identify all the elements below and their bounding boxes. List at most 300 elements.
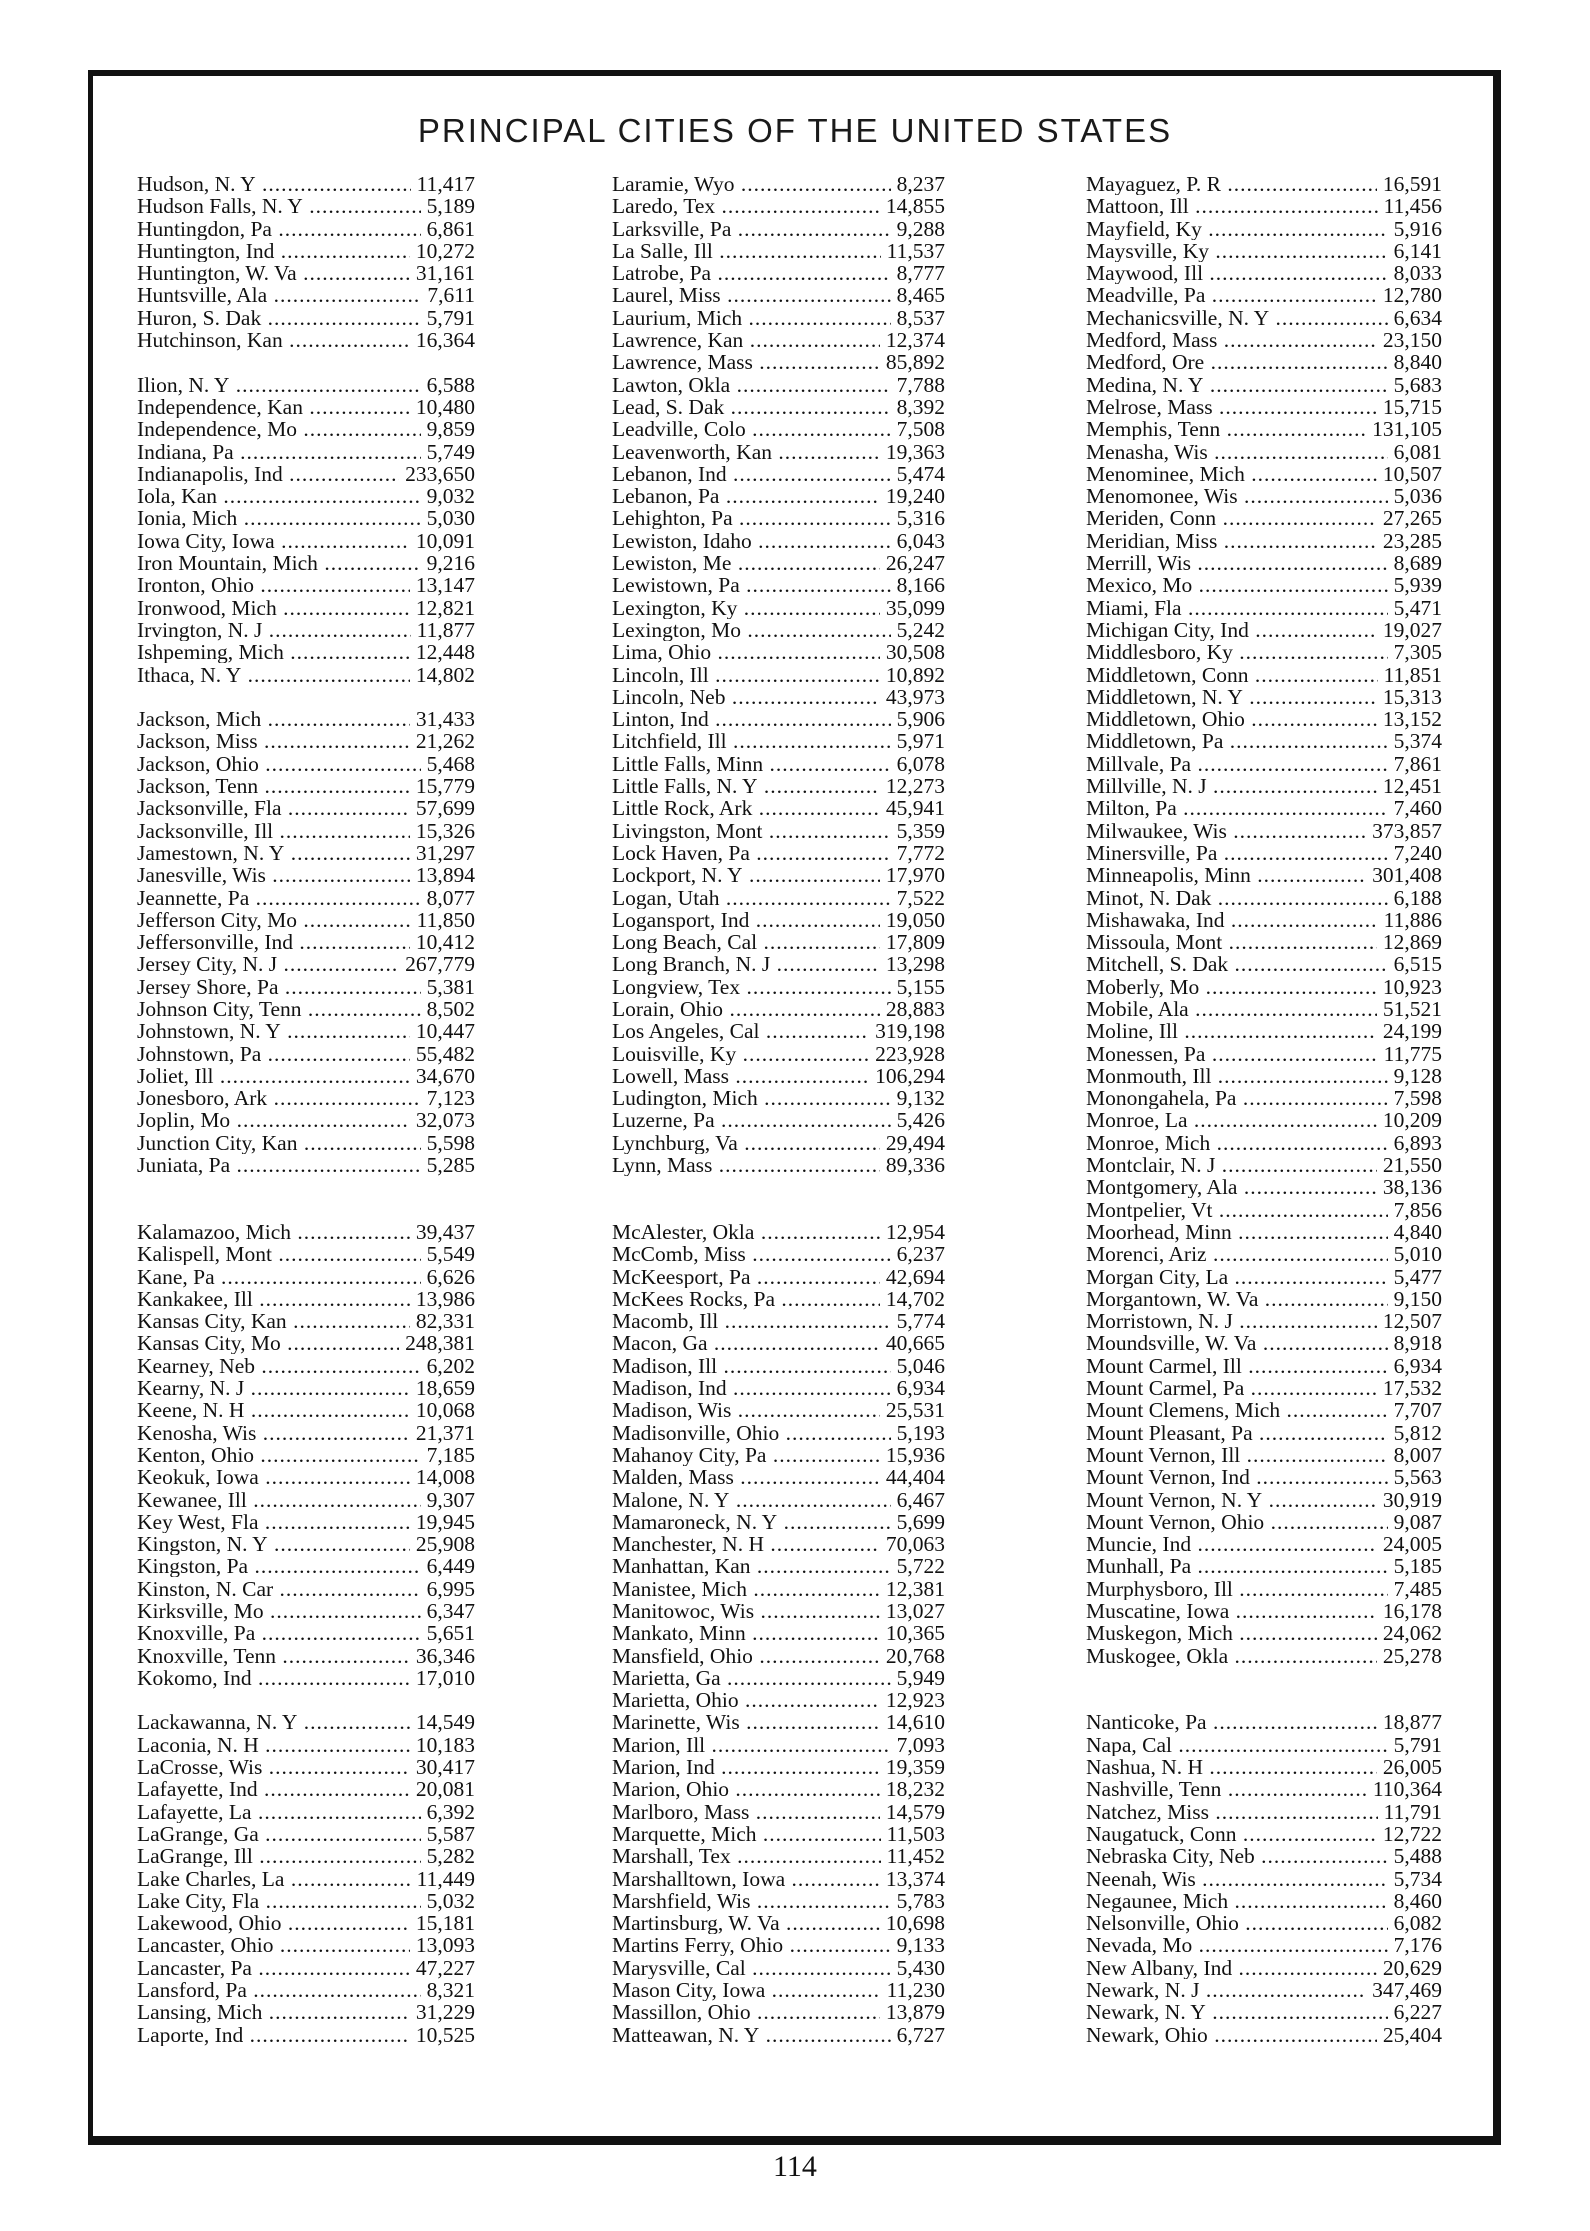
city-population: 14,549 bbox=[415, 1710, 475, 1735]
city-population: 5,949 bbox=[896, 1665, 945, 1690]
city-entry bbox=[612, 1154, 945, 1176]
city-entry bbox=[612, 1979, 945, 2001]
city-population: 11,417 bbox=[416, 172, 475, 196]
city-entry bbox=[612, 1355, 945, 1377]
city-population: 12,381 bbox=[885, 1576, 945, 1601]
city-population: 10,525 bbox=[415, 2022, 475, 2047]
city-name: Macon, Ga ..... bbox=[612, 1332, 880, 1354]
city-name: Ludington, Mich ..... bbox=[612, 1087, 891, 1109]
city-entry bbox=[612, 1957, 945, 1979]
city-population: 8,392 bbox=[896, 394, 945, 419]
city-name: Manistee, Mich ..... bbox=[612, 1578, 880, 1600]
city-population: 9,132 bbox=[896, 1086, 945, 1111]
city-name: Natchez, Miss ..... bbox=[1086, 1801, 1378, 1823]
city-name: Milwaukee, Wis ..... bbox=[1086, 820, 1366, 842]
city-name: Lima, Ohio ..... bbox=[612, 641, 880, 663]
city-name: Lafayette, La ..... bbox=[137, 1801, 421, 1823]
city-name: Meadville, Pa ..... bbox=[1086, 284, 1377, 306]
city-name: Kansas City, Kan ..... bbox=[137, 1310, 410, 1332]
city-population: 32,073 bbox=[415, 1108, 475, 1133]
page-number: 114 bbox=[773, 2150, 817, 2183]
city-entry bbox=[1086, 1868, 1442, 1890]
city-entry bbox=[612, 1399, 945, 1421]
city-name: Mount Carmel, Pa ..... bbox=[1086, 1377, 1377, 1399]
city-entry bbox=[1086, 1176, 1442, 1198]
city-population: 11,449 bbox=[416, 1866, 475, 1891]
city-population: 14,610 bbox=[885, 1710, 945, 1735]
city-name: Morenci, Ariz ..... bbox=[1086, 1243, 1388, 1265]
city-entry bbox=[137, 463, 475, 485]
city-population: 6,081 bbox=[1393, 439, 1442, 464]
city-name: Melrose, Mass ..... bbox=[1086, 396, 1377, 418]
city-population: 11,775 bbox=[1383, 1041, 1442, 1066]
city-entry bbox=[1086, 1444, 1442, 1466]
blank-line bbox=[137, 686, 475, 708]
city-name: Mason City, Iowa ..... bbox=[612, 1979, 881, 2001]
city-population: 9,216 bbox=[426, 551, 475, 576]
city-name: Lockport, N. Y ..... bbox=[612, 864, 880, 886]
city-name: Middlesboro, Ky ..... bbox=[1086, 641, 1388, 663]
city-entry bbox=[612, 1645, 945, 1667]
city-entry bbox=[612, 329, 945, 351]
city-name: Minersville, Pa ..... bbox=[1086, 842, 1388, 864]
city-name: Maysville, Ky ..... bbox=[1086, 240, 1388, 262]
city-name: Mankato, Minn ..... bbox=[612, 1622, 880, 1644]
city-name: Mount Pleasant, Pa ..... bbox=[1086, 1422, 1388, 1444]
city-entry bbox=[612, 1734, 945, 1756]
city-name: Mamaroneck, N. Y ..... bbox=[612, 1511, 891, 1533]
city-population: 14,579 bbox=[885, 1799, 945, 1824]
city-population: 19,363 bbox=[885, 439, 945, 464]
city-population: 10,923 bbox=[1382, 974, 1442, 999]
city-entry bbox=[137, 998, 475, 1020]
city-population: 5,587 bbox=[426, 1821, 475, 1846]
city-population: 15,936 bbox=[885, 1442, 945, 1467]
city-entry bbox=[612, 1868, 945, 1890]
city-name: Laredo, Tex ..... bbox=[612, 195, 880, 217]
city-entry bbox=[137, 240, 475, 262]
city-population: 31,229 bbox=[415, 2000, 475, 2025]
city-population: 21,371 bbox=[415, 1420, 475, 1445]
city-entry bbox=[612, 1511, 945, 1533]
city-population: 6,861 bbox=[426, 216, 475, 241]
city-name: Newark, N. J ..... bbox=[1086, 1979, 1366, 2001]
city-population: 14,008 bbox=[415, 1465, 475, 1490]
city-name: Negaunee, Mich ..... bbox=[1086, 1890, 1388, 1912]
city-name: Lansing, Mich ..... bbox=[137, 2001, 410, 2023]
city-name: Lackawanna, N. Y ..... bbox=[137, 1711, 410, 1733]
city-name: Lexington, Ky ..... bbox=[612, 597, 880, 619]
city-population: 16,591 bbox=[1382, 172, 1442, 196]
city-name: Jackson, Miss ..... bbox=[137, 730, 410, 752]
city-name: Monessen, Pa ..... bbox=[1086, 1043, 1378, 1065]
city-entry bbox=[612, 1912, 945, 1934]
city-name: Huron, S. Dak ..... bbox=[137, 307, 421, 329]
city-population: 11,537 bbox=[886, 238, 945, 263]
city-population: 8,840 bbox=[1393, 350, 1442, 375]
city-name: Lawton, Okla ..... bbox=[612, 374, 891, 396]
city-name: Lead, S. Dak ..... bbox=[612, 396, 891, 418]
city-population: 347,469 bbox=[1372, 1978, 1442, 2003]
city-population: 5,155 bbox=[896, 974, 945, 999]
city-name: Kirksville, Mo ..... bbox=[137, 1600, 421, 1622]
city-population: 7,707 bbox=[1393, 1398, 1442, 1423]
column-1 bbox=[137, 173, 475, 2046]
city-population: 12,954 bbox=[885, 1219, 945, 1244]
city-entry bbox=[1086, 1288, 1442, 1310]
city-population: 5,699 bbox=[896, 1509, 945, 1534]
city-name: Lehighton, Pa ..... bbox=[612, 507, 891, 529]
city-population: 8,777 bbox=[896, 261, 945, 286]
city-entry bbox=[612, 797, 945, 819]
city-population: 10,183 bbox=[415, 1732, 475, 1757]
city-entry bbox=[1086, 842, 1442, 864]
city-population: 5,189 bbox=[426, 194, 475, 219]
city-name: New Albany, Ind ..... bbox=[1086, 1957, 1377, 1979]
city-entry bbox=[612, 1288, 945, 1310]
city-entry bbox=[612, 864, 945, 886]
city-population: 27,265 bbox=[1382, 506, 1442, 531]
city-name: Morgantown, W. Va ..... bbox=[1086, 1288, 1388, 1310]
city-entry bbox=[612, 998, 945, 1020]
city-entry bbox=[612, 1555, 945, 1577]
city-entry bbox=[1086, 1221, 1442, 1243]
city-entry bbox=[137, 1020, 475, 1042]
city-name: Marietta, Ohio ..... bbox=[612, 1689, 880, 1711]
city-population: 5,734 bbox=[1393, 1866, 1442, 1891]
city-population: 8,033 bbox=[1393, 261, 1442, 286]
city-entry bbox=[612, 2001, 945, 2023]
city-name: Menominee, Mich ..... bbox=[1086, 463, 1377, 485]
city-entry bbox=[612, 1778, 945, 1800]
city-population: 5,906 bbox=[896, 707, 945, 732]
city-population: 5,185 bbox=[1393, 1554, 1442, 1579]
city-entry bbox=[1086, 953, 1442, 975]
city-population: 106,294 bbox=[875, 1063, 945, 1088]
city-entry bbox=[612, 753, 945, 775]
city-name: Morristown, N. J ..... bbox=[1086, 1310, 1377, 1332]
city-name: Montgomery, Ala ..... bbox=[1086, 1176, 1377, 1198]
city-name: Huntington, W. Va ..... bbox=[137, 262, 410, 284]
city-population: 44,404 bbox=[885, 1465, 945, 1490]
city-entry bbox=[1086, 418, 1442, 440]
city-population: 16,364 bbox=[415, 328, 475, 353]
city-population: 6,588 bbox=[426, 372, 475, 397]
city-population: 25,908 bbox=[415, 1532, 475, 1557]
city-name: Laurium, Mich ..... bbox=[612, 307, 891, 329]
city-name: Marshall, Tex ..... bbox=[612, 1845, 881, 1867]
city-name: Mayaguez, P. R ..... bbox=[1086, 173, 1377, 195]
city-population: 85,892 bbox=[885, 350, 945, 375]
city-population: 10,698 bbox=[885, 1911, 945, 1936]
blank-line bbox=[612, 1176, 945, 1198]
city-population: 13,374 bbox=[885, 1866, 945, 1891]
city-population: 12,821 bbox=[415, 595, 475, 620]
city-entry bbox=[137, 1065, 475, 1087]
city-entry bbox=[137, 1266, 475, 1288]
city-entry bbox=[1086, 530, 1442, 552]
city-name: Iron Mountain, Mich ..... bbox=[137, 552, 421, 574]
city-name: Leadville, Colo ..... bbox=[612, 418, 891, 440]
city-entry bbox=[1086, 1823, 1442, 1845]
city-entry bbox=[1086, 641, 1442, 663]
city-name: Laurel, Miss ..... bbox=[612, 284, 891, 306]
city-name: La Salle, Ill ..... bbox=[612, 240, 881, 262]
city-entry bbox=[612, 1377, 945, 1399]
city-name: Menasha, Wis ..... bbox=[1086, 441, 1388, 463]
city-name: Muskogee, Okla ..... bbox=[1086, 1645, 1377, 1667]
city-name: Meriden, Conn ..... bbox=[1086, 507, 1377, 529]
city-entry bbox=[1086, 1043, 1442, 1065]
city-entry bbox=[1086, 1422, 1442, 1444]
city-population: 6,043 bbox=[896, 528, 945, 553]
city-name: Malden, Mass ..... bbox=[612, 1466, 880, 1488]
city-name: Nevada, Mo ..... bbox=[1086, 1934, 1388, 1956]
city-entry bbox=[612, 441, 945, 463]
city-population: 6,893 bbox=[1393, 1130, 1442, 1155]
city-entry bbox=[137, 664, 475, 686]
city-population: 8,918 bbox=[1393, 1331, 1442, 1356]
city-name: Massillon, Ohio ..... bbox=[612, 2001, 880, 2023]
city-entry bbox=[137, 574, 475, 596]
city-name: Madison, Ind ..... bbox=[612, 1377, 891, 1399]
city-name: Merrill, Wis ..... bbox=[1086, 552, 1388, 574]
city-name: Lincoln, Neb ..... bbox=[612, 686, 880, 708]
city-population: 7,240 bbox=[1393, 840, 1442, 865]
city-name: Logan, Utah ..... bbox=[612, 887, 891, 909]
city-name: Lakewood, Ohio ..... bbox=[137, 1912, 410, 1934]
city-population: 7,123 bbox=[426, 1086, 475, 1111]
city-population: 14,855 bbox=[885, 194, 945, 219]
city-name: Kearney, Neb ..... bbox=[137, 1355, 421, 1377]
city-name: Jonesboro, Ark ..... bbox=[137, 1087, 421, 1109]
city-population: 233,650 bbox=[405, 461, 475, 486]
city-name: Marion, Ill ..... bbox=[612, 1734, 891, 1756]
city-name: Moline, Ill ..... bbox=[1086, 1020, 1377, 1042]
city-name: Jersey City, N. J ..... bbox=[137, 953, 399, 975]
city-entry bbox=[137, 1355, 475, 1377]
city-name: Johnstown, N. Y ..... bbox=[137, 1020, 410, 1042]
city-entry bbox=[1086, 775, 1442, 797]
city-name: Johnstown, Pa ..... bbox=[137, 1043, 410, 1065]
city-name: Ithaca, N. Y ..... bbox=[137, 664, 410, 686]
city-name: Jackson, Mich ..... bbox=[137, 708, 410, 730]
city-entry bbox=[137, 1734, 475, 1756]
city-entry bbox=[1086, 1199, 1442, 1221]
city-entry bbox=[1086, 396, 1442, 418]
city-entry bbox=[1086, 240, 1442, 262]
city-name: McComb, Miss ..... bbox=[612, 1243, 891, 1265]
city-population: 5,242 bbox=[896, 617, 945, 642]
city-name: Martins Ferry, Ohio ..... bbox=[612, 1934, 891, 1956]
city-entry bbox=[137, 1422, 475, 1444]
city-entry bbox=[1086, 1511, 1442, 1533]
city-entry bbox=[137, 552, 475, 574]
city-entry bbox=[612, 463, 945, 485]
city-name: Michigan City, Ind ..... bbox=[1086, 619, 1377, 641]
city-entry bbox=[137, 641, 475, 663]
city-population: 9,133 bbox=[896, 1933, 945, 1958]
city-population: 5,783 bbox=[896, 1888, 945, 1913]
city-name: Neenah, Wis ..... bbox=[1086, 1868, 1388, 1890]
city-name: Manchester, N. H ..... bbox=[612, 1533, 880, 1555]
city-entry bbox=[137, 1444, 475, 1466]
city-entry bbox=[1086, 1622, 1442, 1644]
city-name: Millville, N. J ..... bbox=[1086, 775, 1377, 797]
city-entry bbox=[1086, 909, 1442, 931]
city-population: 15,779 bbox=[415, 774, 475, 799]
city-population: 7,598 bbox=[1393, 1086, 1442, 1111]
city-population: 9,288 bbox=[896, 216, 945, 241]
city-population: 23,150 bbox=[1382, 328, 1442, 353]
city-name: Indiana, Pa ..... bbox=[137, 441, 421, 463]
city-population: 18,232 bbox=[885, 1777, 945, 1802]
city-entry bbox=[1086, 1711, 1442, 1733]
city-population: 6,202 bbox=[426, 1353, 475, 1378]
city-entry bbox=[612, 262, 945, 284]
city-name: Memphis, Tenn ..... bbox=[1086, 418, 1366, 440]
city-name: Marietta, Ga ..... bbox=[612, 1667, 891, 1689]
city-entry bbox=[1086, 1957, 1442, 1979]
city-entry bbox=[612, 641, 945, 663]
city-name: Madison, Wis ..... bbox=[612, 1399, 880, 1421]
city-name: Madison, Ill ..... bbox=[612, 1355, 891, 1377]
city-entry bbox=[137, 1711, 475, 1733]
city-entry bbox=[1086, 552, 1442, 574]
city-entry bbox=[1086, 1243, 1442, 1265]
city-name: Madisonville, Ohio ..... bbox=[612, 1422, 891, 1444]
city-population: 5,316 bbox=[896, 506, 945, 531]
city-population: 7,856 bbox=[1393, 1197, 1442, 1222]
city-name: Kankakee, Ill ..... bbox=[137, 1288, 410, 1310]
city-entry bbox=[612, 1667, 945, 1689]
city-entry bbox=[612, 686, 945, 708]
city-population: 319,198 bbox=[875, 1019, 945, 1044]
city-population: 30,417 bbox=[415, 1755, 475, 1780]
city-entry bbox=[612, 1065, 945, 1087]
city-population: 6,995 bbox=[426, 1576, 475, 1601]
city-name: Kewanee, Ill ..... bbox=[137, 1489, 421, 1511]
city-name: Mount Vernon, Ohio ..... bbox=[1086, 1511, 1388, 1533]
city-population: 12,869 bbox=[1382, 930, 1442, 955]
city-name: Jefferson City, Mo ..... bbox=[137, 909, 411, 931]
city-name: Monongahela, Pa ..... bbox=[1086, 1087, 1388, 1109]
city-entry bbox=[1086, 1466, 1442, 1488]
city-population: 12,374 bbox=[885, 328, 945, 353]
city-population: 28,883 bbox=[885, 996, 945, 1021]
city-entry bbox=[1086, 1645, 1442, 1667]
city-population: 5,939 bbox=[1393, 573, 1442, 598]
city-population: 6,237 bbox=[896, 1242, 945, 1267]
city-population: 5,471 bbox=[1393, 595, 1442, 620]
city-name: Nebraska City, Neb ..... bbox=[1086, 1845, 1388, 1867]
city-population: 10,507 bbox=[1382, 461, 1442, 486]
city-name: Louisville, Ky ..... bbox=[612, 1043, 869, 1065]
city-population: 31,433 bbox=[415, 707, 475, 732]
city-entry bbox=[1086, 1109, 1442, 1131]
city-name: Lake Charles, La ..... bbox=[137, 1868, 411, 1890]
city-entry bbox=[137, 173, 475, 195]
city-entry bbox=[137, 307, 475, 329]
city-population: 17,532 bbox=[1382, 1376, 1442, 1401]
city-population: 12,273 bbox=[885, 774, 945, 799]
city-population: 15,715 bbox=[1382, 394, 1442, 419]
city-entry bbox=[612, 1801, 945, 1823]
city-entry bbox=[137, 2024, 475, 2046]
city-name: Long Branch, N. J ..... bbox=[612, 953, 880, 975]
city-population: 57,699 bbox=[415, 796, 475, 821]
city-entry bbox=[612, 619, 945, 641]
city-population: 20,768 bbox=[885, 1643, 945, 1668]
city-population: 11,456 bbox=[1383, 194, 1442, 219]
city-name: Napa, Cal ..... bbox=[1086, 1734, 1388, 1756]
city-population: 7,176 bbox=[1393, 1933, 1442, 1958]
city-name: Knoxville, Pa ..... bbox=[137, 1622, 421, 1644]
city-name: Lancaster, Pa ..... bbox=[137, 1957, 410, 1979]
city-entry bbox=[137, 1756, 475, 1778]
city-population: 12,448 bbox=[415, 640, 475, 665]
city-entry bbox=[1086, 664, 1442, 686]
city-entry bbox=[612, 173, 945, 195]
city-entry bbox=[1086, 1890, 1442, 1912]
city-name: Mahanoy City, Pa ..... bbox=[612, 1444, 880, 1466]
city-entry bbox=[137, 284, 475, 306]
city-name: Medford, Mass ..... bbox=[1086, 329, 1377, 351]
city-population: 8,465 bbox=[896, 283, 945, 308]
city-name: Mattoon, Ill ..... bbox=[1086, 195, 1378, 217]
city-entry bbox=[1086, 1132, 1442, 1154]
city-name: Mishawaka, Ind ..... bbox=[1086, 909, 1378, 931]
city-entry bbox=[1086, 1600, 1442, 1622]
city-population: 5,722 bbox=[896, 1554, 945, 1579]
city-population: 248,381 bbox=[405, 1331, 475, 1356]
city-name: Newark, Ohio ..... bbox=[1086, 2024, 1377, 2046]
city-entry bbox=[612, 1711, 945, 1733]
city-entry bbox=[137, 976, 475, 998]
city-entry bbox=[612, 240, 945, 262]
city-entry bbox=[612, 730, 945, 752]
blank-line bbox=[612, 1199, 945, 1221]
city-entry bbox=[137, 842, 475, 864]
city-entry bbox=[612, 1756, 945, 1778]
city-name: Irvington, N. J ..... bbox=[137, 619, 411, 641]
city-name: Mansfield, Ohio ..... bbox=[612, 1645, 880, 1667]
city-entry bbox=[612, 1243, 945, 1265]
city-population: 12,780 bbox=[1382, 283, 1442, 308]
city-population: 9,859 bbox=[426, 417, 475, 442]
city-name: Middletown, Conn ..... bbox=[1086, 664, 1378, 686]
city-population: 5,430 bbox=[896, 1955, 945, 1980]
city-population: 15,326 bbox=[415, 818, 475, 843]
city-population: 5,285 bbox=[426, 1153, 475, 1178]
city-population: 5,474 bbox=[896, 461, 945, 486]
city-name: Huntingdon, Pa ..... bbox=[137, 218, 421, 240]
city-entry bbox=[1086, 1778, 1442, 1800]
city-population: 10,412 bbox=[415, 930, 475, 955]
city-population: 6,449 bbox=[426, 1554, 475, 1579]
city-name: Montpelier, Vt ..... bbox=[1086, 1199, 1388, 1221]
city-population: 12,507 bbox=[1382, 1309, 1442, 1334]
city-name: Millvale, Pa ..... bbox=[1086, 753, 1388, 775]
city-entry bbox=[137, 1288, 475, 1310]
city-name: Larksville, Pa ..... bbox=[612, 218, 891, 240]
city-population: 6,467 bbox=[896, 1487, 945, 1512]
city-entry bbox=[1086, 1979, 1442, 2001]
city-name: Jeffersonville, Ind ..... bbox=[137, 931, 410, 953]
city-population: 11,886 bbox=[1383, 907, 1442, 932]
city-population: 10,209 bbox=[1382, 1108, 1442, 1133]
city-entry bbox=[612, 664, 945, 686]
